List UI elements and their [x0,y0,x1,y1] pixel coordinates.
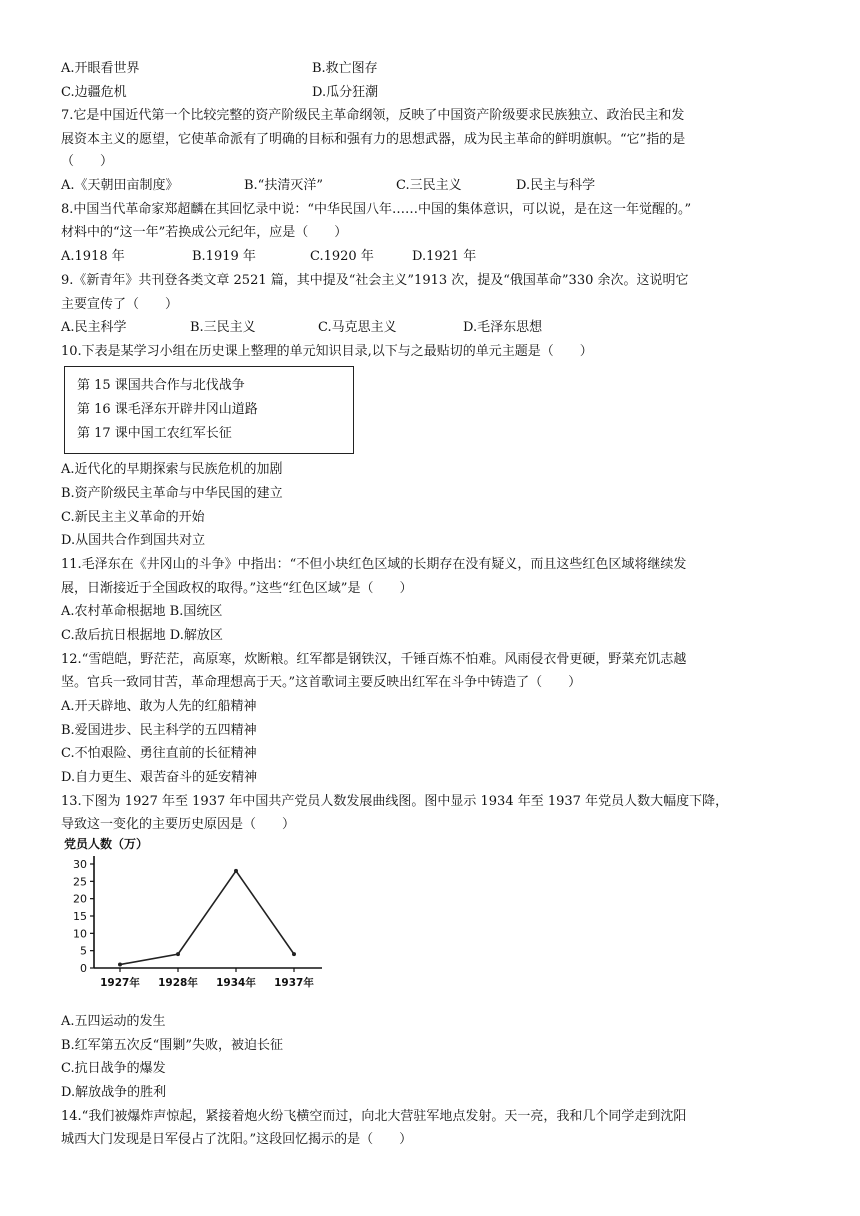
q7-stem-line3: （ ） [61,154,114,169]
q11-stem-line2: 展，日渐接近于全国政权的取得。”这些“红色区域”是（ ） [61,581,413,596]
y-tick-label: 25 [73,875,87,889]
q8-option-b: B.1919 年 [192,249,256,264]
q13-option-d: D.解放战争的胜利 [61,1085,167,1100]
q9-stem-line1: 9.《新青年》共刊登各类文章 2521 篇，其中提及“社会主义”1913 次，提及“俄国革命”330 余次。这说明它 [61,273,689,288]
q7-stem-line2: 展资本主义的愿望，它使革命派有了明确的目标和强有力的思想武器，成为民主革命的鲜明旗帜。“它”指的是 [61,132,686,147]
q6-option-d: D.瓜分狂潮 [312,85,379,100]
q10-option-a: A.近代化的早期探索与民族危机的加剧 [61,462,283,477]
q9-stem-line2: 主要宣传了（ ） [61,297,179,312]
q11-option-cd: C.敌后抗日根据地 D.解放区 [61,628,223,643]
x-tick-label: 1934年 [216,977,256,989]
chart-ylabel: 党员人数（万） [64,837,149,851]
q12-stem-line2: 坚。官兵一致同甘苦，革命理想高于天。”这首歌词主要反映出红军在斗争中铸造了（ ） [61,675,582,690]
q7-option-d: D.民主与科学 [516,178,596,193]
q13-stem-line2: 导致这一变化的主要历史原因是（ ） [61,817,296,832]
q7-option-a: A.《天朝田亩制度》 [61,178,179,193]
q10-table-box [64,366,354,454]
q9-option-a: A.民主科学 [61,320,127,335]
q10-option-b: B.资产阶级民主革命与中华民国的建立 [61,486,283,501]
y-tick-label: 15 [73,910,87,923]
q10-stem-line1: 10.下表是某学习小组在历史课上整理的单元知识目录,以下与之最贴切的单元主题是（ ） [61,344,593,359]
q8-option-c: C.1920 年 [310,249,374,264]
y-tick-label: 30 [73,858,87,871]
q12-option-c: C.不怕艰险、勇往直前的长征精神 [61,746,257,761]
q12-stem-line1: 12.“雪皑皑，野茫茫，高原寒，炊断粮。红军都是钢铁汉，千锤百炼不怕难。风雨侵衣骨更硬，野菜充饥志越 [61,652,687,667]
q9-option-c: C.马克思主义 [318,320,397,335]
q7-option-c: C.三民主义 [396,178,462,193]
y-tick-label: 20 [73,892,87,906]
q9-option-d: D.毛泽东思想 [463,320,543,335]
x-tick-label: 1927年 [100,977,140,989]
q6-option-b: B.救亡图存 [312,61,378,76]
q13-option-a: A.五四运动的发生 [61,1014,166,1029]
data-point [234,869,238,873]
q10-table-row: 第 16 课毛泽东开辟井冈山道路 [77,402,258,417]
y-tick-label: 0 [80,962,87,975]
series-line [120,871,294,965]
x-tick-label: 1937年 [274,977,314,989]
q12-option-d: D.自力更生、艰苦奋斗的延安精神 [61,770,258,785]
q9-option-b: B.三民主义 [190,320,256,335]
q10-table-row: 第 17 课中国工农红军长征 [77,426,232,441]
q8-option-d: D.1921 年 [412,249,477,264]
data-point [292,952,296,956]
y-tick-label: 5 [80,944,87,958]
q6-option-c: C.边疆危机 [61,85,127,100]
q12-option-b: B.爱国进步、民主科学的五四精神 [61,723,257,738]
q14-stem-line1: 14.“我们被爆炸声惊起，紧接着炮火纷飞横空而过，向北大营驻军地点发射。天一亮，我和几个同学走到沈阳 [61,1109,687,1124]
q14-stem-line2: 城西大门发现是日军侵占了沈阳。”这段回忆揭示的是（ ） [61,1132,413,1147]
q11-option-ab: A.农村革命根据地 B.国统区 [61,604,223,619]
q8-stem-line2: 材料中的“这一年”若换成公元纪年，应是（ ） [61,225,348,240]
y-tick-label: 10 [73,927,87,941]
q8-option-a: A.1918 年 [61,249,125,264]
q6-option-a: A.开眼看世界 [61,61,140,76]
x-tick-label: 1928年 [158,977,198,989]
data-point [176,952,180,956]
q11-stem-line1: 11.毛泽东在《井冈山的斗争》中指出：“不但小块红色区域的长期存在没有疑义，而且这些红色区域将继续发 [61,557,687,572]
q13-option-c: C.抗日战争的爆发 [61,1061,166,1076]
q13-option-b: B.红军第五次反“围剿”失败，被迫长征 [61,1038,283,1053]
q13-stem-line1: 13.下图为 1927 年至 1937 年中国共产党员人数发展曲线图。图中显示 1934 年至 1937 年党员人数大幅度下降， [61,794,729,809]
q12-option-a: A.开天辟地、敢为人先的红船精神 [61,699,257,714]
data-point [118,963,122,967]
q10-table-row: 第 15 课国共合作与北伐战争 [77,378,245,393]
q7-option-b: B.“扶清灭洋” [244,178,323,193]
q8-stem-line1: 8.中国当代革命家郑超麟在其回忆录中说：“中华民国八年……中国的集体意识，可以说，是在这一年觉醒的。” [61,202,692,217]
q10-option-c: C.新民主主义革命的开始 [61,510,205,525]
q7-stem-line1: 7.它是中国近代第一个比较完整的资产阶级民主革命纲领，反映了中国资产阶级要求民族独立、政治民主和发 [61,108,685,123]
party-membership-chart [60,832,330,1002]
q10-option-d: D.从国共合作到国共对立 [61,533,206,548]
